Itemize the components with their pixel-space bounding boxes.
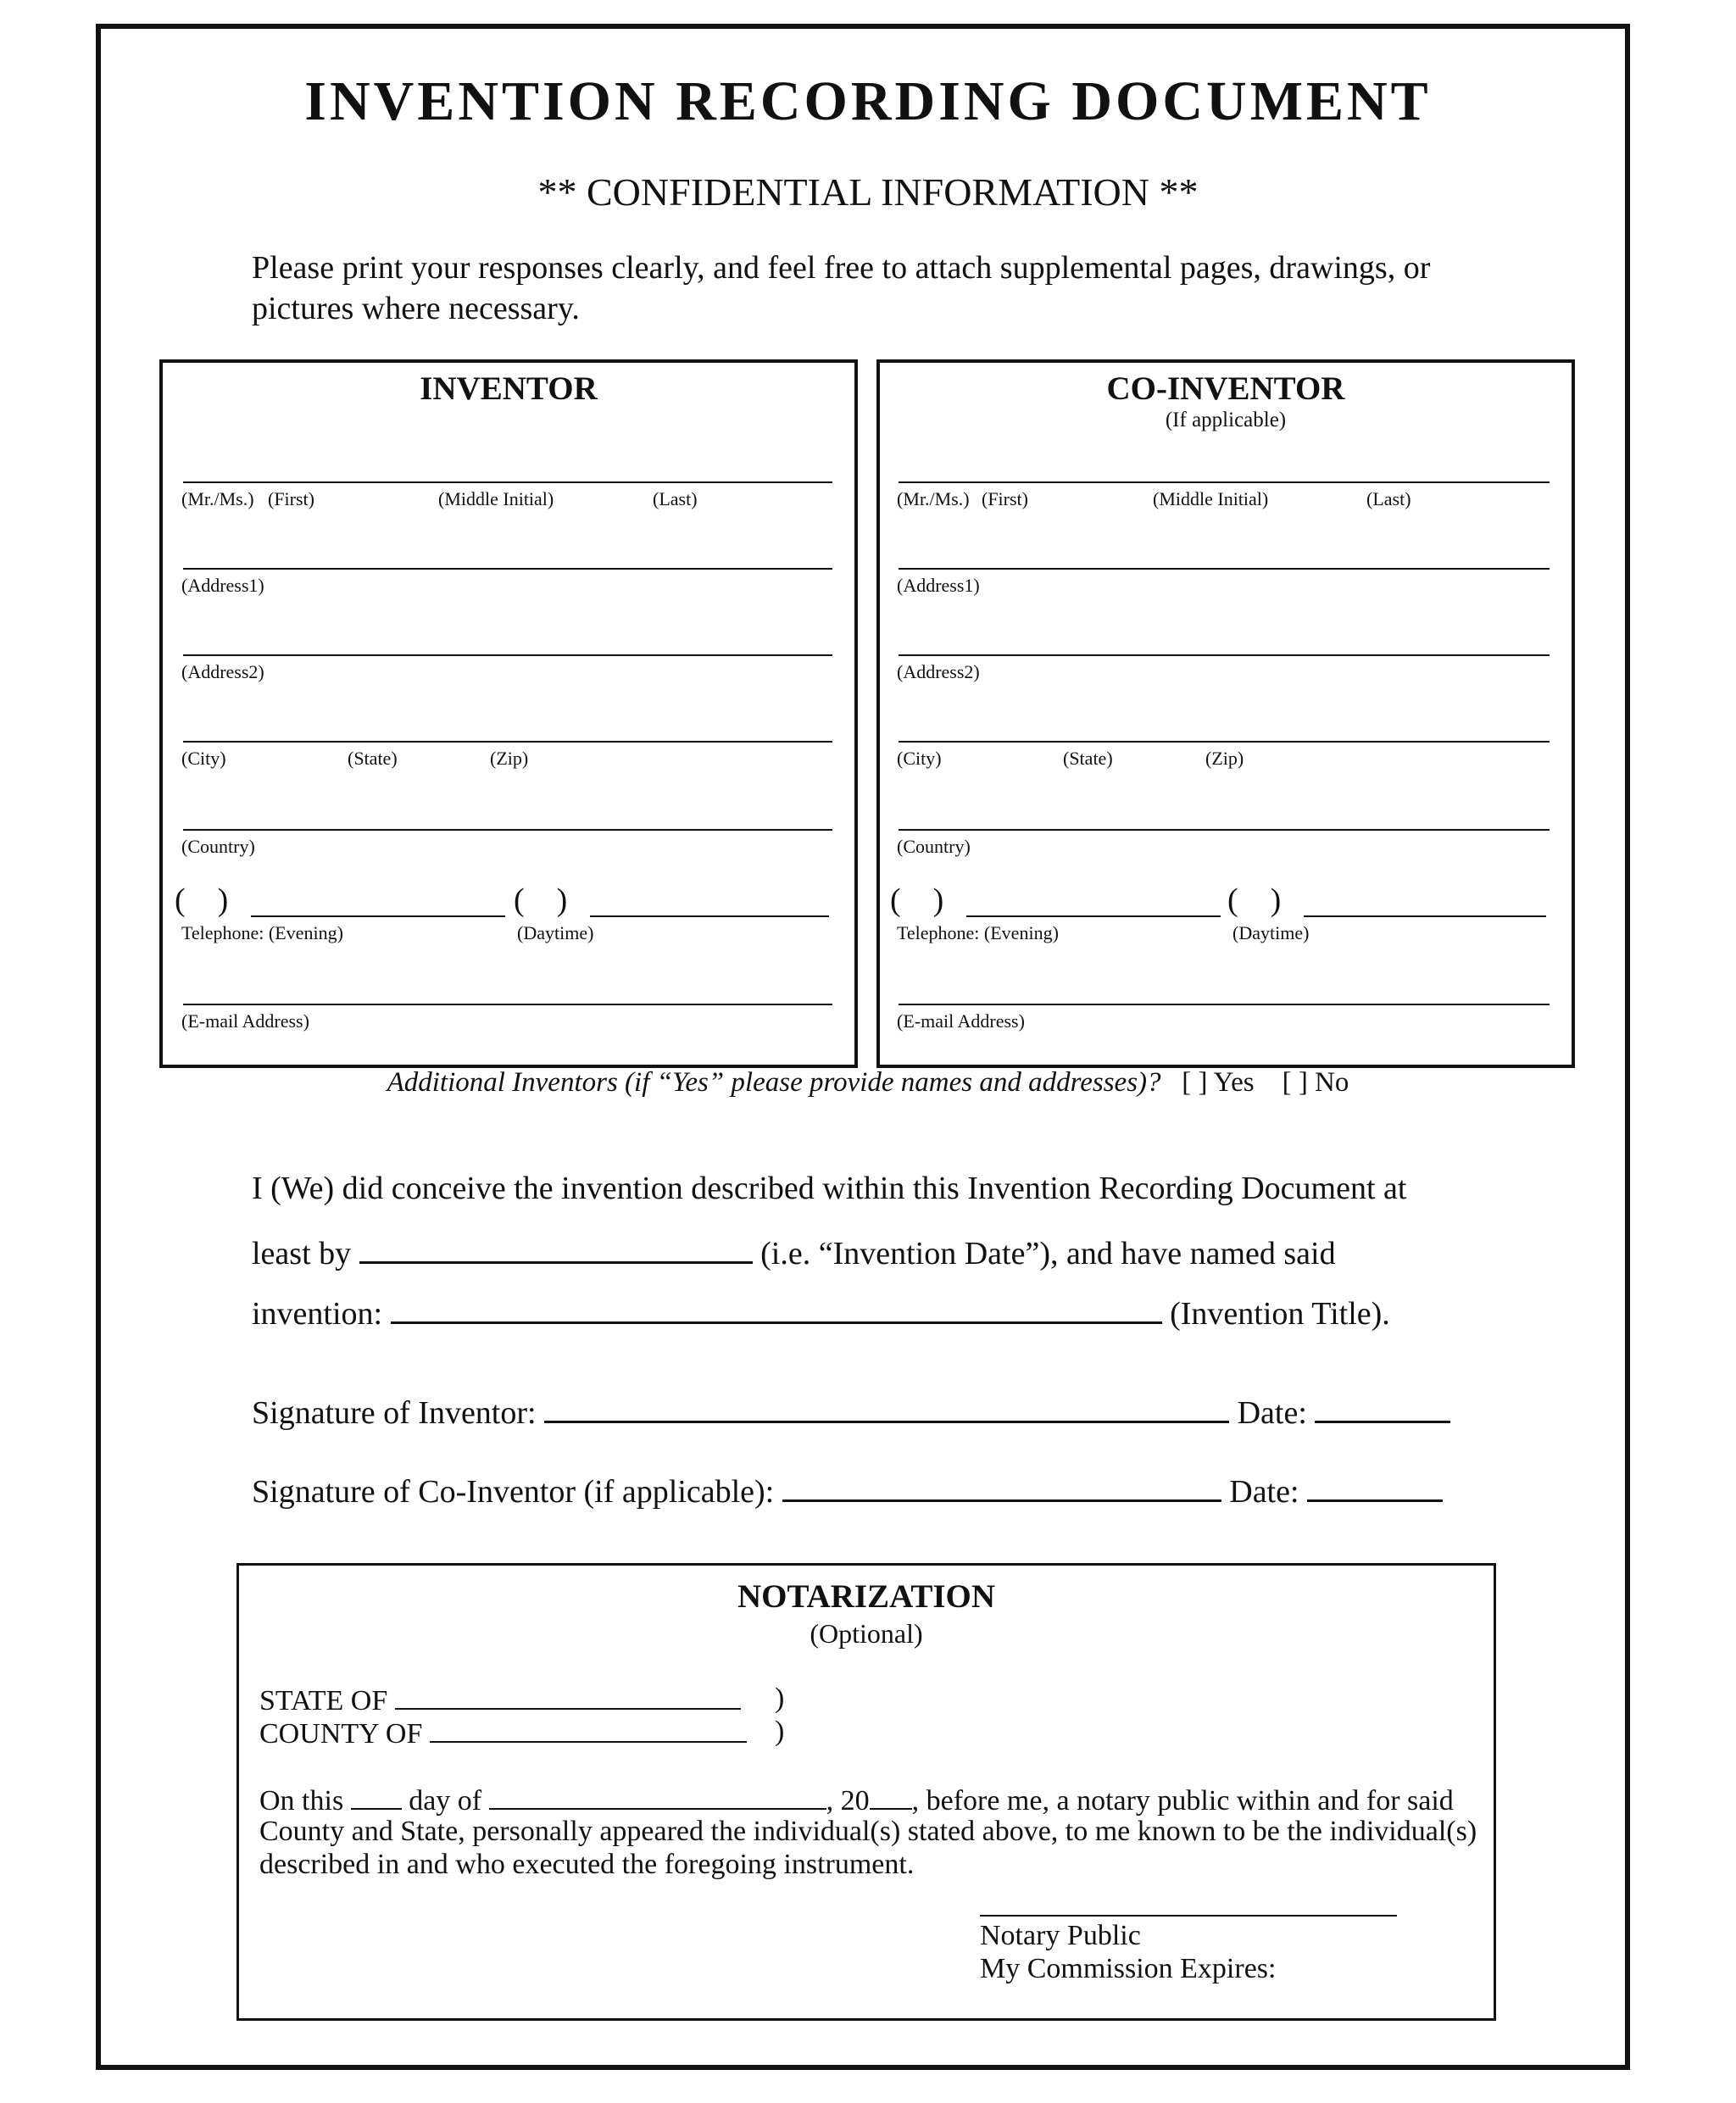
invention-title-field[interactable] [391,1291,1162,1324]
label-zip: (Zip) [490,748,529,769]
county-of-row [259,1716,747,1750]
inventor-date-label: Date: [1237,1395,1307,1431]
city-state-zip-field[interactable] [183,741,832,743]
county-of-label: COUNTY OF [259,1718,423,1750]
label-country: (Country) [897,836,971,857]
notary-line-1 [259,1783,1454,1817]
co-inventor-heading: CO-INVENTOR [1106,370,1345,407]
on-this-label: On this [259,1785,344,1816]
notary-line-3: described in and who executed the foregoing instrument. [259,1849,915,1880]
co-inventor-subheading: (If applicable) [1165,409,1287,431]
conception-line-3 [252,1291,1390,1332]
year-field[interactable] [870,1783,912,1810]
label-mr-ms: (Mr./Ms.) [897,488,970,509]
coinventor-signature-row [252,1469,1443,1510]
notarization-box [236,1563,1496,2021]
inventor-box [159,359,858,1068]
label-address1: (Address1) [897,575,980,596]
daytime-area-code-paren: ( ) [514,882,568,918]
least-by-label: least by [252,1236,352,1271]
day-number-field[interactable] [351,1783,402,1810]
label-last: (Last) [1366,488,1411,509]
invention-title-label: (Invention Title). [1170,1296,1390,1332]
label-middle-initial: (Middle Initial) [438,488,554,509]
label-first: (First) [268,488,314,509]
evening-phone-field[interactable] [966,915,1221,917]
county-of-field[interactable] [430,1716,747,1743]
label-phone-daytime: (Daytime) [517,922,594,943]
state-paren: ) [775,1683,785,1714]
additional-inventors-row [0,1067,1736,1099]
label-country: (Country) [181,836,255,857]
evening-phone-field[interactable] [251,915,505,917]
label-mr-ms: (Mr./Ms.) [181,488,254,509]
label-last: (Last) [653,488,698,509]
invention-date-field[interactable] [359,1231,753,1264]
notary-public-label: Notary Public [980,1920,1141,1951]
label-email: (E-mail Address) [181,1010,309,1032]
month-field[interactable] [489,1783,826,1810]
country-field[interactable] [899,829,1550,831]
label-address1: (Address1) [181,575,264,596]
notarization-heading: NOTARIZATION [737,1578,996,1615]
label-email: (E-mail Address) [897,1010,1025,1032]
county-paren: ) [775,1716,785,1747]
confidential-notice: ** CONFIDENTIAL INFORMATION ** [537,170,1199,214]
inventor-date-field[interactable] [1315,1390,1450,1423]
country-field[interactable] [183,829,832,831]
conception-line-1: I (We) did conceive the invention described within this Invention Recording Document at [252,1171,1407,1206]
inventor-heading: INVENTOR [420,370,598,407]
daytime-phone-field[interactable] [590,915,829,917]
commission-expires-label: My Commission Expires: [980,1953,1277,1984]
address2-field[interactable] [899,654,1550,656]
instructions-text: Please print your responses clearly, and feel free to attach supplemental pages, drawings, or pictures where necessary. [252,250,1431,326]
co-inventor-box [876,359,1575,1068]
notarization-subheading: (Optional) [810,1618,923,1649]
label-middle-initial: (Middle Initial) [1153,488,1269,509]
evening-area-code-paren: ( ) [175,882,229,918]
notary-clause: , before me, a notary public within and for said [911,1785,1454,1816]
inventor-signature-row [252,1390,1450,1432]
day-of-label: day of [409,1785,482,1816]
daytime-phone-field[interactable] [1304,915,1546,917]
invention-label: invention: [252,1296,383,1332]
address2-field[interactable] [183,654,832,656]
label-state: (State) [1063,748,1113,769]
coinventor-date-label: Date: [1229,1474,1299,1510]
label-zip: (Zip) [1205,748,1244,769]
label-phone-evening: Telephone: (Evening) [897,922,1059,943]
coinventor-signature-field[interactable] [782,1469,1221,1502]
inventor-signature-field[interactable] [544,1390,1229,1423]
label-address2: (Address2) [897,661,980,682]
label-phone-daytime: (Daytime) [1232,922,1310,943]
state-of-label: STATE OF [259,1685,388,1716]
city-state-zip-field[interactable] [899,741,1550,743]
name-field[interactable] [183,481,832,483]
label-city: (City) [897,748,942,769]
conception-line-2 [252,1231,1486,1272]
email-field[interactable] [899,1004,1550,1005]
label-city: (City) [181,748,226,769]
daytime-area-code-paren: ( ) [1227,882,1282,918]
state-of-row [259,1683,741,1717]
evening-area-code-paren: ( ) [890,882,944,918]
notary-line-2: County and State, personally appeared the individual(s) stated above, to me known to be the individual(s) [259,1816,1477,1847]
notary-signature-field[interactable] [980,1915,1397,1917]
coinventor-signature-label: Signature of Co-Inventor (if applicable): [252,1474,775,1510]
label-state: (State) [348,748,398,769]
address1-field[interactable] [899,568,1550,570]
invention-date-label: (i.e. “Invention Date”), and have named said [760,1236,1336,1271]
label-first: (First) [982,488,1028,509]
state-of-field[interactable] [395,1683,741,1710]
email-field[interactable] [183,1004,832,1005]
address1-field[interactable] [183,568,832,570]
year-prefix: , 20 [826,1785,870,1816]
inventor-signature-label: Signature of Inventor: [252,1395,537,1431]
label-address2: (Address2) [181,661,264,682]
document-title: INVENTION RECORDING DOCUMENT [304,70,1432,132]
label-phone-evening: Telephone: (Evening) [181,922,343,943]
additional-inventors-question: Additional Inventors (if “Yes” please provide names and addresses)? [387,1067,1161,1098]
name-field[interactable] [899,481,1550,483]
yes-checkbox[interactable]: [ ] Yes [1182,1067,1255,1098]
coinventor-date-field[interactable] [1307,1469,1443,1502]
no-checkbox[interactable]: [ ] No [1282,1067,1349,1098]
